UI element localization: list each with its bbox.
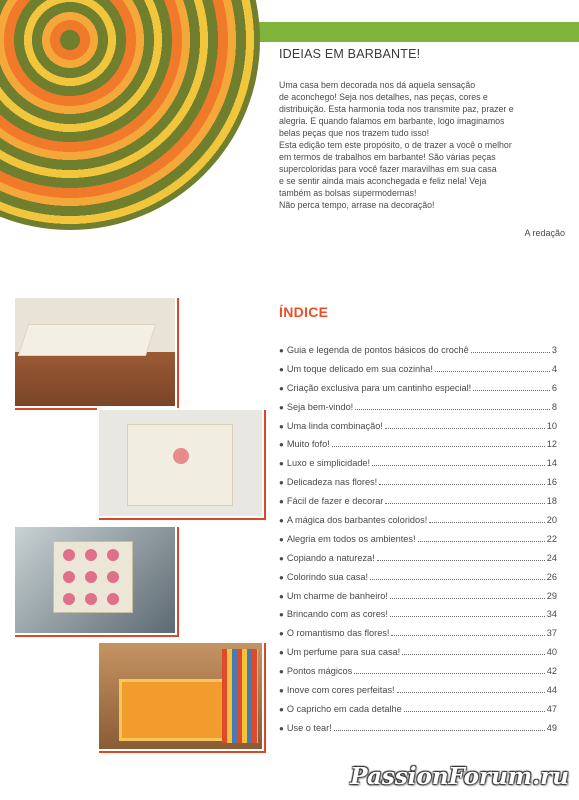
index-item-label: Brincando com as cores! <box>286 609 388 620</box>
index-item-page: 10 <box>546 420 557 431</box>
index-item-page: 47 <box>546 703 557 714</box>
index-item <box>279 628 557 647</box>
dot-leader <box>385 428 545 429</box>
bullet-icon: ● <box>279 383 284 393</box>
bullet-icon: ● <box>279 364 284 374</box>
dot-leader <box>334 730 545 731</box>
index-item-page: 18 <box>546 496 557 507</box>
intro-text <box>279 79 569 211</box>
intro-line: alegria. E quando falamos em barbante, logo imaginamos <box>279 116 505 126</box>
striped-blanket <box>222 649 258 743</box>
dot-leader <box>370 579 545 580</box>
bag-shape <box>127 424 233 506</box>
index-item-page: 3 <box>551 345 557 355</box>
dot-leader <box>385 503 544 504</box>
bullet-icon: ● <box>279 553 284 563</box>
runner-mat <box>18 324 156 356</box>
dot-leader <box>404 711 545 712</box>
index-list <box>279 345 557 742</box>
intro-line: Uma casa bem decorada nos dá aquela sensação <box>279 80 476 90</box>
index-item <box>279 666 557 685</box>
index-item <box>279 647 557 666</box>
intro-line: também as bolsas supermodernas! <box>279 188 417 198</box>
dot-leader <box>391 635 544 636</box>
dot-leader <box>377 560 545 561</box>
index-item-label: Pontos mágicos <box>286 666 353 677</box>
index-item-label: O romantismo das flores! <box>286 628 390 639</box>
bullet-icon: ● <box>279 723 284 733</box>
rug-mat <box>119 679 229 741</box>
bullet-icon: ● <box>279 572 284 582</box>
index-item-page: 29 <box>546 590 557 601</box>
crochet-rug-photo <box>0 0 260 230</box>
dot-leader <box>402 654 545 655</box>
index-item-label: Delicadeza nas flores! <box>286 477 378 488</box>
flower-icon <box>63 549 75 561</box>
flower-icon <box>85 549 97 561</box>
index-item <box>279 534 557 553</box>
index-item-page: 8 <box>551 401 557 412</box>
index-item-page: 14 <box>546 458 557 469</box>
dot-leader <box>372 465 545 466</box>
intro-line: em termos de trabalhos em barbante! São várias peças <box>279 152 496 162</box>
index-item-label: Uma linda combinação! <box>286 420 383 431</box>
bullet-icon: ● <box>279 648 284 658</box>
photo-table-runner <box>13 296 177 408</box>
dot-leader <box>435 371 550 372</box>
index-item-label: Um perfume para sua casa! <box>286 647 401 658</box>
photo-orange-rug <box>97 641 264 751</box>
index-title: ÍNDICE <box>279 304 329 320</box>
intro-line: Não perca tempo, arrase na decoração! <box>279 200 435 210</box>
index-item <box>279 572 557 591</box>
dot-leader <box>354 673 545 674</box>
index-item-page: 34 <box>546 609 557 620</box>
photo-crochet-bag <box>97 408 264 518</box>
index-item-label: Fácil de fazer e decorar <box>286 496 384 507</box>
intro-line: distribuição. Esta harmonia toda nos transmite paz, prazer e <box>279 104 514 114</box>
bullet-icon: ● <box>279 686 284 696</box>
intro-line: belas peças que nos trazem tudo isso! <box>279 128 430 138</box>
bullet-icon: ● <box>279 667 284 677</box>
bullet-icon: ● <box>279 610 284 620</box>
index-item-label: Muito fofo! <box>286 439 330 450</box>
index-item <box>279 591 557 610</box>
bullet-icon: ● <box>279 440 284 450</box>
bullet-icon: ● <box>279 534 284 544</box>
index-item <box>279 458 557 477</box>
index-item-label: O capricho em cada detalhe <box>286 703 402 714</box>
index-item-label: Colorindo sua casa! <box>286 571 369 582</box>
index-item-page: 24 <box>546 552 557 563</box>
bullet-icon: ● <box>279 629 284 639</box>
index-item <box>279 345 557 364</box>
index-item-page: 16 <box>546 477 557 488</box>
index-item-label: Um toque delicado em sua cozinha! <box>286 363 433 374</box>
bullet-icon: ● <box>279 346 284 355</box>
index-item-page: 4 <box>551 363 557 374</box>
index-item-page: 20 <box>546 515 557 526</box>
dot-leader <box>429 522 544 523</box>
bullet-icon: ● <box>279 497 284 507</box>
index-item-page: 26 <box>546 571 557 582</box>
watermark-text: PassionForum.ru <box>350 763 569 790</box>
index-item-label: Criação exclusiva para um cantinho especial! <box>286 382 472 393</box>
index-item <box>279 496 557 515</box>
index-item-label: Inove com cores perfeitas! <box>286 685 395 696</box>
index-item-label: A mágica dos barbantes coloridos! <box>286 515 428 526</box>
index-item <box>279 383 557 402</box>
index-item-page: 22 <box>546 533 557 544</box>
dot-leader <box>390 598 545 599</box>
index-item <box>279 477 557 496</box>
index-item <box>279 439 557 458</box>
flower-icon <box>107 549 119 561</box>
index-item-page: 37 <box>546 628 557 639</box>
index-item <box>279 704 557 723</box>
index-item-page: 44 <box>546 685 557 696</box>
intro-title: IDEIAS EM BARBANTE! <box>279 47 421 61</box>
index-item <box>279 685 557 704</box>
bullet-icon: ● <box>279 478 284 488</box>
dot-leader <box>397 692 545 693</box>
index-item-label: Copiando a natureza! <box>286 552 375 563</box>
index-item-label: Alegria em todos os ambientes! <box>286 533 416 544</box>
index-item-label: Use o tear! <box>286 722 332 733</box>
flower-icon <box>85 593 97 605</box>
intro-line: e se sentir ainda mais aconchegada e feliz nela! Veja <box>279 176 487 186</box>
index-item <box>279 515 557 534</box>
bullet-icon: ● <box>279 402 284 412</box>
intro-line: de aconchego! Seja nos detalhes, nas peças, cores e <box>279 92 488 102</box>
flower-icon <box>173 448 189 464</box>
bullet-icon: ● <box>279 704 284 714</box>
index-item-page: 6 <box>551 382 557 393</box>
index-item-label: Seja bem-vindo! <box>286 401 354 412</box>
index-item-page: 12 <box>546 439 557 450</box>
dot-leader <box>418 541 545 542</box>
dot-leader <box>332 446 545 447</box>
index-item-page: 49 <box>546 722 557 733</box>
index-item-label: Um charme de banheiro! <box>286 590 388 601</box>
index-item <box>279 421 557 440</box>
index-item-page: 42 <box>546 666 557 677</box>
index-item-label: Guia e legenda de pontos básicos do crochê <box>286 345 469 355</box>
flower-icon <box>63 593 75 605</box>
flower-icon <box>63 571 75 583</box>
index-item-label: Luxo e simplicidade! <box>286 458 371 469</box>
dot-leader <box>379 484 545 485</box>
intro-line: Esta edição tem este propósito, o de trazer a você o melhor <box>279 140 512 150</box>
dot-leader <box>390 616 545 617</box>
flower-icon <box>107 593 119 605</box>
intro-line: supercoloridas para você fazer maravilhas em sua casa <box>279 164 497 174</box>
dot-leader <box>473 390 550 391</box>
flower-icon <box>107 571 119 583</box>
bullet-icon: ● <box>279 516 284 526</box>
bullet-icon: ● <box>279 591 284 601</box>
dot-leader <box>355 409 550 410</box>
bullet-icon: ● <box>279 459 284 469</box>
index-item <box>279 723 557 742</box>
index-item <box>279 609 557 628</box>
index-item <box>279 364 557 383</box>
dot-leader <box>471 352 550 353</box>
flower-icon <box>85 571 97 583</box>
index-item <box>279 553 557 572</box>
bullet-icon: ● <box>279 421 284 431</box>
intro-signature: A redação <box>524 228 565 238</box>
photo-crochet-pillow <box>13 525 177 635</box>
index-item-page: 40 <box>546 647 557 658</box>
index-item <box>279 402 557 421</box>
